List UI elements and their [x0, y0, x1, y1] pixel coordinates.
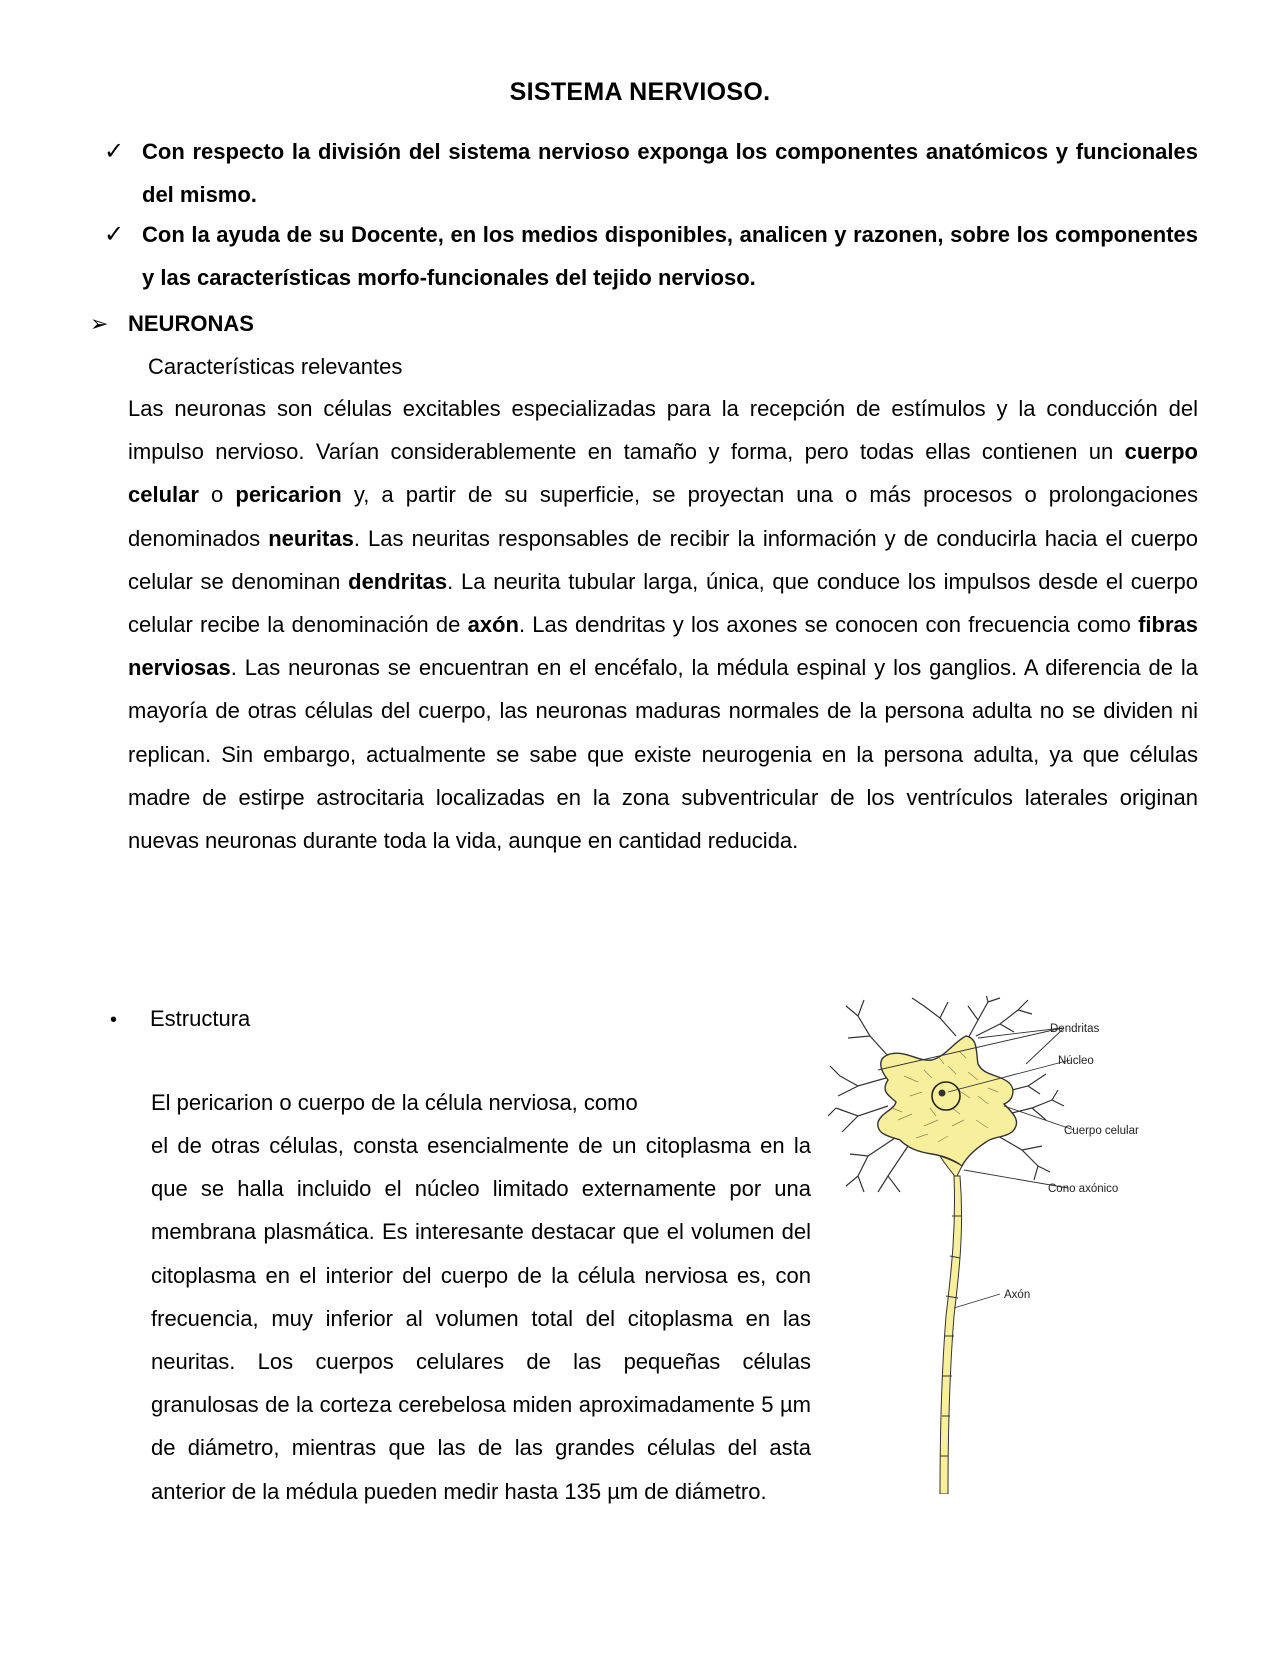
label-cono-axonico: Cono axónico: [1048, 1183, 1119, 1195]
label-axon: Axón: [1004, 1289, 1031, 1301]
neuronas-paragraph: [128, 387, 1198, 862]
section-estructura: [110, 997, 250, 1042]
nucleus-shape: [932, 1082, 960, 1110]
checkmark-icon: ✓: [104, 138, 125, 165]
bold-term: dendritas: [348, 568, 448, 594]
bullet-icon: •: [110, 1009, 118, 1031]
instruction-text-1: Con respecto la división del sistema nervioso exponga los componentes anatómicos y funcionales del mismo.: [142, 139, 1198, 207]
instruction-item-2: [104, 213, 1198, 299]
text-run: . Las neuronas se encuentran en el encéfalo, la médula espinal y los ganglios. A diferencia de la mayoría de otras células del cuerpo, las neuronas maduras normales de la persona adulta no se dividen ni replican. Sin embargo, actualmente se sabe que existe neurogenia en la persona adulta, ya que células madre de estirpe astrocitaria localizadas en la zona subventricular de los ventrículos laterales originan nuevas neuronas durante toda la vida, aunque en cantidad reducida.: [128, 655, 1198, 854]
text-run: y, a partir de su superficie, se proyectan una o más procesos o prolongaciones denominados: [128, 482, 1198, 551]
page-title: SISTEMA NERVIOSO.: [509, 78, 771, 106]
arrow-bullet-icon: ➢: [90, 311, 109, 336]
subheading-caracteristicas: Características relevantes: [148, 354, 403, 379]
axon-shape: [940, 1176, 962, 1494]
text-run: Las neuronas son células excitables especializadas para la recepción de estímulos y la conducción del impulso nervioso. Varían considerablemente en tamaño y forma, pero todas ellas contienen un: [128, 396, 1198, 465]
instruction-item-1: [104, 130, 1198, 216]
neuron-diagram: [828, 996, 1200, 1494]
bold-term: cuerpo celular: [128, 439, 1198, 508]
neuron-illustration: [828, 996, 1200, 1494]
bold-term: pericarion: [235, 482, 342, 508]
nucleolus-shape: [939, 1090, 946, 1097]
label-cuerpo-celular: Cuerpo celular: [1064, 1125, 1139, 1137]
text-run: . Las dendritas y los axones se conocen con frecuencia como: [518, 612, 1139, 638]
label-nucleo: Núcleo: [1058, 1055, 1094, 1067]
text-run: o: [198, 482, 236, 508]
estructura-paragraph: el de otras células, consta esencialmente de un citoplasma en la que se halla incluido el núcleo limitado externamente por una membrana plasmática. Es interesante destacar que el volumen del citoplasma en el interior del cuerpo de la célula nerviosa es, con frecuencia, muy inferior al volumen total del citoplasma en las neuritas. Los cuerpos celulares de las pequeñas células granulosas de la corteza cerebelosa miden aproximadamente 5 µm de diámetro, mientras que las de las grandes células del asta anterior de la médula pueden medir hasta 135 µm de diámetro.: [151, 1133, 811, 1504]
section-heading-estructura: Estructura: [150, 1006, 251, 1031]
section-neuronas: [90, 302, 254, 345]
instruction-text-2: Con la ayuda de su Docente, en los medios disponibles, analicen y razonen, sobre los componentes y las características morfo-funcionales del tejido nervioso.: [142, 222, 1198, 290]
label-dendritas: Dendritas: [1050, 1023, 1100, 1035]
checkmark-icon: ✓: [104, 221, 125, 248]
bold-term: neuritas: [268, 525, 354, 551]
text-run: . Las neuritas responsables de recibir la información y de conducirla hacia el cuerpo celular se denominan: [128, 525, 1198, 594]
bold-term: axón: [467, 612, 519, 638]
section-heading-neuronas: NEURONAS: [128, 311, 254, 336]
text-run: . La neurita tubular larga, única, que conduce los impulsos desde el cuerpo celular recibe la denominación de: [128, 568, 1198, 638]
estructura-first-line: El pericarion o cuerpo de la célula nerviosa, como: [151, 1090, 638, 1115]
bold-term: fibras nerviosas: [128, 612, 1198, 681]
